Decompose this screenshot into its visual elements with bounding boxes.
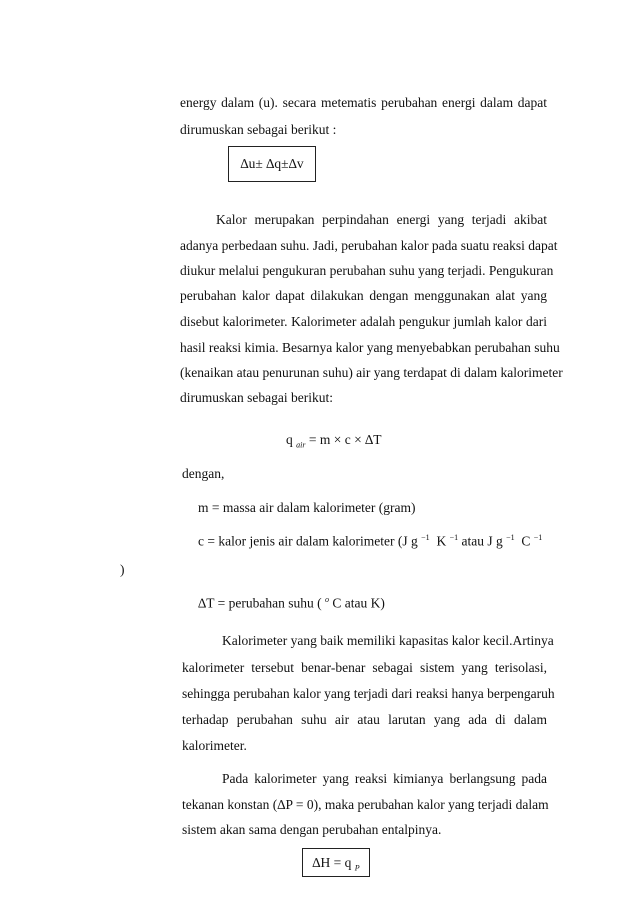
formula-1: ∆u± ∆q±∆v bbox=[240, 156, 304, 171]
para2-line-2: kalorimeter tersebut benar-benar sebagai sistem yang terisolasi, bbox=[182, 660, 547, 675]
para3-line-2: tekanan konstan (∆P = 0), maka perubahan kalor yang terjadi dalam bbox=[182, 797, 549, 812]
para2-line-4: terhadap perubahan suhu air atau larutan yang ada di dalam bbox=[182, 712, 547, 727]
formula-box-3 bbox=[302, 848, 370, 877]
intro-line-2: dirumuskan sebagai berikut : bbox=[180, 122, 337, 137]
formula-box-1 bbox=[228, 146, 316, 182]
para1-line-5: disebut kalorimeter. Kalorimeter adalah pengukur jumlah kalor dari bbox=[180, 314, 547, 329]
def-dT: ∆T = perubahan suhu ( $^o$ C atau K) bbox=[198, 595, 385, 611]
dengan-label: dengan, bbox=[182, 466, 225, 481]
para1-line-1: Kalor merupakan perpindahan energi yang terjadi akibat bbox=[216, 212, 547, 227]
formula-2: q $_{air}$ = m × c × ∆T bbox=[286, 432, 382, 450]
def-c: c = kalor jenis air dalam kalorimeter (J g $^{-1}$ K $^{-1}$ atau J g $^{-1}$ C $^{-1}$ bbox=[198, 533, 543, 549]
para2-line-1: Kalorimeter yang baik memiliki kapasitas kalor kecil.Artinya bbox=[222, 633, 554, 648]
para2-line-5: kalorimeter. bbox=[182, 738, 247, 753]
para3-line-1: Pada kalorimeter yang reaksi kimianya berlangsung pada bbox=[222, 771, 547, 786]
intro-line-1: energy dalam (u). secara metematis perubahan energi dalam dapat bbox=[180, 95, 547, 110]
para1-line-8: dirumuskan sebagai berikut: bbox=[180, 390, 333, 405]
def-m: m = massa air dalam kalorimeter (gram) bbox=[198, 500, 416, 515]
para1-line-6: hasil reaksi kimia. Besarnya kalor yang menyebabkan perubahan suhu bbox=[180, 340, 560, 355]
para1-line-3: diukur melalui pengukuran perubahan suhu yang terjadi. Pengukuran bbox=[180, 263, 554, 278]
para3-line-3: sistem akan sama dengan perubahan entalpinya. bbox=[182, 822, 442, 837]
def-c-close: ) bbox=[120, 562, 125, 577]
para1-line-7: (kenaikan atau penurunan suhu) air yang terdapat di dalam kalorimeter bbox=[180, 365, 563, 380]
formula-3: ∆H = q $_P$ bbox=[312, 855, 360, 873]
para1-line-4: perubahan kalor dapat dilakukan dengan menggunakan alat yang bbox=[180, 288, 547, 303]
para2-line-3: sehingga perubahan kalor yang terjadi dari reaksi hanya berpengaruh bbox=[182, 686, 555, 701]
para1-line-2: adanya perbedaan suhu. Jadi, perubahan kalor pada suatu reaksi dapat bbox=[180, 238, 558, 253]
